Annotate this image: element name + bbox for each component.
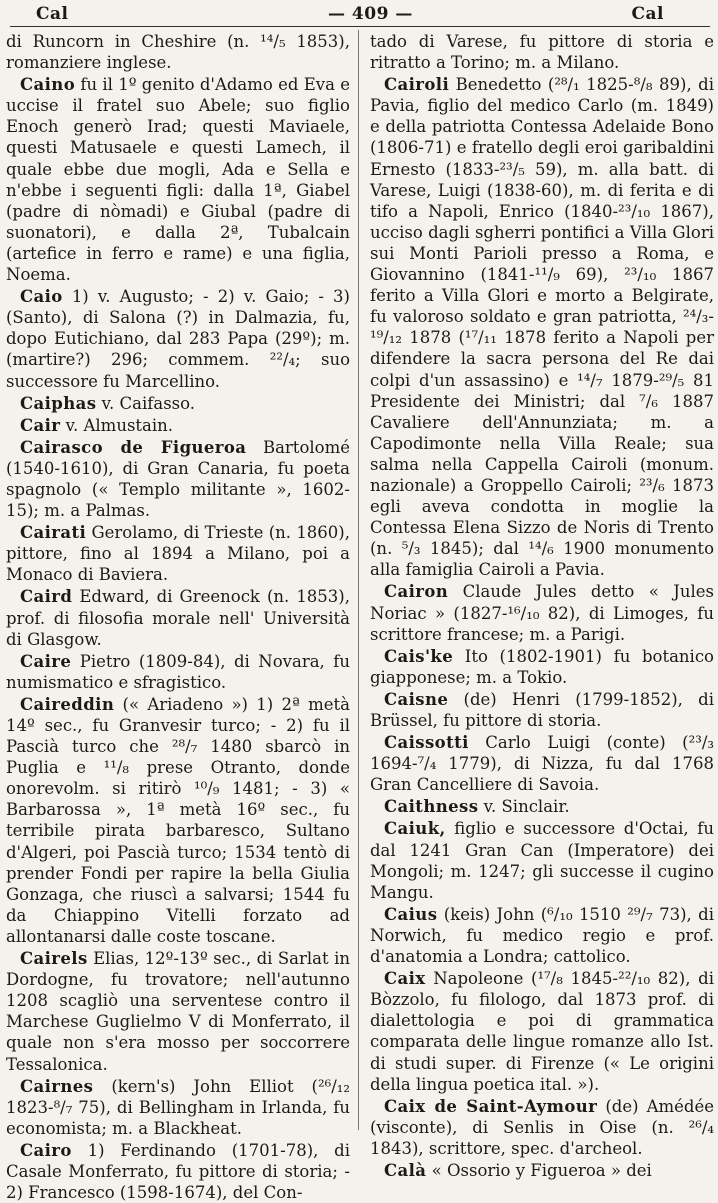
entry-text: v. Almustain.	[60, 415, 174, 435]
entry-text: (de) Henri (1799-1852), di Brüssel, fu pittore di storia.	[370, 689, 714, 730]
entry-text: Pietro (1809-84), di Novara, fu numismatico e sfragistico.	[6, 651, 350, 692]
entry-headword: Caius	[384, 904, 438, 924]
entry-headword: Cairels	[20, 949, 88, 969]
entry-headword: Caiphas	[20, 393, 97, 413]
dictionary-entry	[370, 818, 714, 902]
entry-headword: Calà	[384, 1160, 427, 1180]
right-column	[370, 31, 714, 1180]
left-column	[6, 31, 350, 1203]
entry-headword: Caiuk,	[384, 819, 446, 839]
entry-text: fu il 1º genito d'Adamo ed Eva e uccise il fratel suo Abele; suo figlio Enoch generò Irad; questi Maviaele, questi Matusaele e questi Lamech, il quale ebbe due mogli, Ada e Sella e n'ebbe i seguenti figli: dalla 1ª, Giabel (padre di nòmadi) e Giubal (padre di suonatori), e dalla 2ª, Tubalcain (artefice in ferro e rame) e una figlia, Noema.	[6, 75, 350, 285]
entry-text: Gerolamo, di Trieste (n. 1860), pittore, fino al 1894 a Milano, poi a Monaco di Baviera.	[6, 523, 350, 585]
dictionary-entry	[370, 732, 714, 795]
dictionary-entry	[6, 586, 350, 649]
dictionary-entry	[370, 689, 714, 731]
entry-text: 1) v. Augusto; - 2) v. Gaio; - 3) (Santo), di Salona (?) in Dalmazia, fu, dopo Eutichiano, dal 283 Papa (29º); m. (martire?) 296; commem. ²²/₄; suo successore fu Marcellino.	[6, 287, 350, 391]
entry-headword: Caird	[20, 587, 73, 607]
entry-text: v. Caifasso.	[96, 393, 196, 413]
entry-text: (keis) John (⁶/₁₀ 1510 ²⁹/₇ 73), di Norwich, fu medico regio e prof. d'anatomia a Londra; cattolico.	[370, 904, 714, 967]
entry-headword: Caissotti	[384, 733, 469, 753]
dictionary-entry	[370, 904, 714, 967]
entry-headword: Cair	[20, 415, 61, 435]
entry-text: (de) Amédée (visconte), di Senlis in Oise (n. ²⁶/₄ 1843), scrittore, spec. d'archeol.	[370, 1096, 714, 1158]
entry-headword: Caino	[20, 75, 76, 95]
dictionary-entry	[6, 522, 350, 585]
dictionary-entry	[370, 1096, 714, 1159]
dictionary-entry	[370, 968, 714, 1095]
entry-headword: Cairnes	[20, 1076, 94, 1096]
dictionary-entry	[6, 694, 350, 947]
entry-headword: Caithness	[384, 797, 479, 817]
entry-text: Benedetto (²⁸/₁ 1825-⁸/₈ 89), di Pavia, figlio del medico Carlo (m. 1849) e della patriotta Contessa Adelaide Bono (1806-71) e fratello degli eroi garibaldini Ernesto (1833-²³/₅ 59), m. alla batt. di Varese, Luigi (1838-60), m. di ferita e di tifo a Napoli, Enrico (1840-²³/₁₀ 1867), ucciso dagli sgherri pontifici a Villa Glori sui Monti Parioli presso a Roma, e Giovannino (1841-¹¹/₉ 69), ²³/₁₀ 1867 ferito a Villa Glori e morto a Belgirate, fu valoroso soldato e gran patriotta, ²⁴/₃-¹⁹/₁₂ 1878 (¹⁷/₁₁ 1878 ferito a Napoli per difendere la sacra persona del Re dai colpi d'un assassino) e ¹⁴/₇ 1879-²⁹/₅ 81 Presidente dei Ministri; dal ⁷/₆ 1887 Cavaliere dell'Annunziata; m. a Capodimonte nella Villa Reale; sua salma nella Cappella Cairoli (monum. nazionale) a Groppello Cairoli; ²³/₆ 1873 egli aveva condotta in moglie la Contessa Elena Sizzo de Noris di Trento (n. ⁵/₃ 1845); dal ¹⁴/₆ 1900 monumento alla famiglia Cairoli a Pavia.	[370, 75, 714, 580]
entry-headword: Caio	[20, 287, 63, 307]
entry-text: Napoleone (¹⁷/₈ 1845-²²/₁₀ 82), di Bòzzolo, fu filologo, dal 1873 prof. di dialettologia e poi di grammatica comparata delle lingue romanze allo Ist. di studi super. di Firenze (« Le origini della lingua poetica ital. »).	[370, 969, 714, 1094]
entry-headword: Cairoli	[384, 75, 450, 95]
dictionary-entry	[6, 1076, 350, 1139]
entry-text: tado di Varese, fu pittore di storia e ritratto a Torino; m. a Milano.	[370, 32, 714, 73]
entry-text: Elias, 12º-13º sec., di Sarlat in Dordogne, fu trovatore; nell'autunno 1208 scagliò una serventese contro il Marchese Guglielmo V di Monferrato, il quale non s'era mosso per soccorrere Tessalonica.	[6, 949, 350, 1074]
page-number: — 409 —	[328, 4, 413, 24]
dictionary-entry	[370, 646, 714, 688]
entry-headword: Caix de Saint-Aymour	[384, 1096, 598, 1116]
dictionary-entry	[6, 31, 350, 73]
column-divider	[358, 30, 359, 1130]
dictionary-entry	[6, 1140, 350, 1203]
entry-text: figlio e successore d'Octai, fu dal 1241 Gran Can (Imperatore) dei Mongoli; m. 1247; gli successe il cugino Mangu.	[370, 819, 714, 902]
header-right-headword: Cal	[631, 4, 664, 24]
entry-headword: Cairasco de Figueroa	[20, 437, 247, 457]
dictionary-entry	[370, 74, 714, 580]
dictionary-entry	[6, 948, 350, 1075]
header-left-headword: Cal	[36, 4, 69, 24]
dictionary-entry	[6, 74, 350, 285]
entry-headword: Cairon	[384, 582, 449, 602]
entry-text: « Ossorio y Figueroa » dei	[426, 1160, 652, 1180]
dictionary-entry	[6, 286, 350, 391]
entry-headword: Caix	[384, 969, 426, 989]
dictionary-entry	[370, 581, 714, 644]
entry-text: (« Ariadeno ») 1) 2ª metà 14º sec., fu Granvesir turco; - 2) fu il Pascià turco che ²⁸/₇ 1480 sbarcò in Puglia e ¹¹/₈ prese Otranto, donde onorevolm. si ritirò ¹⁰/₉ 1481; - 3) « Barbarossa », 1ª metà 16º sec., fu terribile pirata barbaresco, Sultano d'Algeri, poi Pascià turco; 1534 tentò di prender Fondi per rapire la bella Giulia Gonzaga, che riuscì a salvarsi; 1544 fu da Chiappino Vitelli forzato ad allontanarsi dalle coste toscane.	[6, 694, 350, 946]
entry-text: Carlo Luigi (conte) (²³/₃ 1694-⁷/₄ 1779), di Nizza, fu dal 1768 Gran Cancelliere di Savoia.	[370, 733, 714, 795]
entry-headword: Cais'ke	[384, 646, 454, 666]
entry-text: 1) Ferdinando (1701-78), di Casale Monferrato, fu pittore di storia; - 2) Francesco (1598-1674), del Con-	[6, 1140, 350, 1203]
entry-text: v. Sinclair.	[478, 797, 570, 817]
dictionary-entry	[6, 393, 350, 414]
entry-text: (kern's) John Elliot (²⁶/₁₂ 1823-⁸/₇ 75), di Bellingham in Irlanda, fu economista; m. a Blackheat.	[6, 1076, 350, 1138]
dictionary-entry	[370, 796, 714, 817]
entry-text: Ito (1802-1901) fu botanico giapponese; m. a Tokio.	[370, 646, 714, 687]
entry-headword: Caire	[20, 651, 72, 671]
dictionary-entry	[6, 437, 350, 521]
dictionary-entry	[370, 1160, 714, 1181]
entry-headword: Caireddin	[20, 694, 115, 714]
entry-headword: Cairo	[20, 1140, 72, 1160]
entry-headword: Cairati	[20, 523, 87, 543]
header-rule	[10, 26, 710, 27]
dictionary-entry	[370, 31, 714, 73]
entry-text: Claude Jules detto « Jules Noriac » (1827-¹⁶/₁₀ 82), di Limoges, fu scrittore francese; m. a Parigi.	[370, 582, 714, 644]
dictionary-entry	[6, 651, 350, 693]
dictionary-entry	[6, 415, 350, 436]
entry-text: Bartolomé (1540-1610), di Gran Canaria, fu poeta spagnolo (« Templo militante », 1602-15); m. a Palmas.	[6, 437, 350, 521]
entry-text: di Runcorn in Cheshire (n. ¹⁴/₅ 1853), romanziere inglese.	[6, 32, 350, 73]
entry-headword: Caisne	[384, 689, 449, 709]
entry-text: Edward, di Greenock (n. 1853), prof. di filosofia morale nell' Università di Glasgow.	[6, 587, 350, 649]
running-header	[10, 2, 710, 26]
